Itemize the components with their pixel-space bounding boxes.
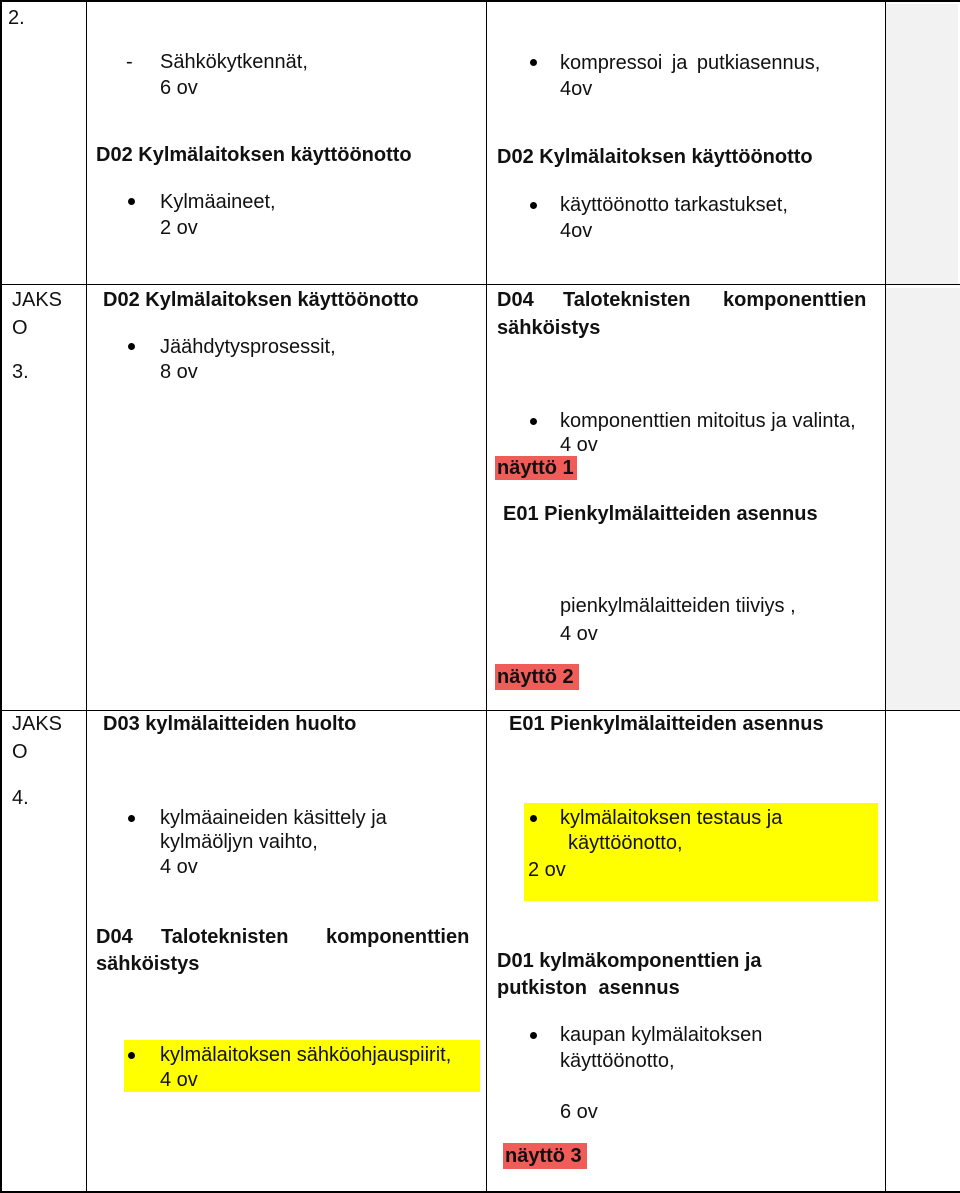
- module-item: kaupan kylmälaitoksen: [560, 1024, 763, 1046]
- module-item: kylmäöljyn vaihto,: [160, 831, 318, 853]
- period-number: 4.: [12, 787, 29, 809]
- bullet-icon: [128, 343, 135, 350]
- demo-label: näyttö 3: [505, 1145, 582, 1167]
- module-heading-word: komponenttien: [723, 289, 867, 311]
- module-heading: D03 kylmälaitteiden huolto: [103, 713, 357, 735]
- module-heading: D02 Kylmälaitoksen käyttöönotto: [497, 146, 813, 168]
- period-label: JAKS: [12, 289, 63, 311]
- module-item: käyttöönotto,: [560, 1050, 675, 1072]
- col-divider-3: [885, 0, 886, 1193]
- module-item: kompressoi ja putkiasennus,: [560, 52, 821, 74]
- module-item: kylmäaineiden käsittely ja: [160, 807, 387, 829]
- module-heading-word: D04: [497, 289, 534, 311]
- module-heading-word: D04: [96, 926, 133, 948]
- module-item: pienkylmälaitteiden tiiviys ,: [560, 595, 796, 617]
- bullet-icon: [530, 202, 537, 209]
- module-hours: 8 ov: [160, 361, 198, 383]
- module-hours: 2 ov: [528, 859, 566, 881]
- module-heading: E01 Pienkylmälaitteiden asennus: [509, 713, 824, 735]
- bullet-icon: [530, 418, 537, 425]
- module-item: käyttöönotto tarkastukset,: [560, 194, 788, 216]
- col-divider-1: [86, 0, 87, 1193]
- module-hours: 6 ov: [160, 77, 198, 99]
- demo-label: näyttö 1: [497, 457, 574, 479]
- bullet-icon: [530, 59, 537, 66]
- module-item: kylmälaitoksen testaus ja: [560, 807, 783, 829]
- module-hours: 4 ov: [160, 856, 198, 878]
- module-item: Kylmäaineet,: [160, 191, 276, 213]
- module-hours: 4 ov: [560, 623, 598, 645]
- bullet-icon: [530, 1032, 537, 1039]
- row-number: 2.: [8, 7, 25, 29]
- module-heading: D02 Kylmälaitoksen käyttöönotto: [96, 144, 412, 166]
- period-number: 3.: [12, 361, 29, 383]
- bullet-icon: [128, 1052, 135, 1059]
- col-divider-2: [486, 0, 487, 1193]
- module-hours: 2 ov: [160, 217, 198, 239]
- row-divider-1: [0, 284, 960, 285]
- module-item: Jäähdytysprosessit,: [160, 336, 336, 358]
- module-hours: 6 ov: [560, 1101, 598, 1123]
- row-divider-2: [0, 710, 960, 711]
- demo-label: näyttö 2: [497, 666, 574, 688]
- module-item: kylmälaitoksen sähköohjauspiirit,: [160, 1044, 452, 1066]
- module-heading: sähköistys: [96, 953, 200, 975]
- bullet-icon: [530, 815, 537, 822]
- module-hours: 4ov: [560, 220, 593, 242]
- period-label: O: [12, 741, 28, 763]
- module-heading: D01 kylmäkomponenttien ja: [497, 950, 762, 972]
- table-border-top: [0, 0, 960, 2]
- module-hours: 4 ov: [160, 1069, 198, 1091]
- module-hours: 4ov: [560, 78, 593, 100]
- empty-cell-right-bottom: [886, 4, 958, 284]
- period-label: JAKS: [12, 713, 63, 735]
- module-heading-word: komponenttien: [326, 926, 470, 948]
- table-border-left: [0, 0, 2, 1193]
- module-heading: putkiston asennus: [497, 977, 680, 999]
- bullet-icon: [128, 198, 135, 205]
- module-item: käyttöönotto,: [568, 832, 683, 854]
- module-heading: D02 Kylmälaitoksen käyttöönotto: [103, 289, 419, 311]
- module-item: Sähkökytkennät,: [160, 51, 308, 73]
- period-label: O: [12, 317, 28, 339]
- module-item: komponenttien mitoitus ja valinta,: [560, 410, 856, 432]
- bullet-icon: [128, 815, 135, 822]
- module-hours: 4 ov: [560, 434, 598, 456]
- module-heading-word: Taloteknisten: [161, 926, 289, 948]
- list-dash: -: [126, 51, 133, 73]
- empty-cell-right-row2: [886, 288, 960, 710]
- module-heading: sähköistys: [497, 317, 601, 339]
- module-heading: E01 Pienkylmälaitteiden asennus: [503, 503, 818, 525]
- module-heading-word: Taloteknisten: [563, 289, 691, 311]
